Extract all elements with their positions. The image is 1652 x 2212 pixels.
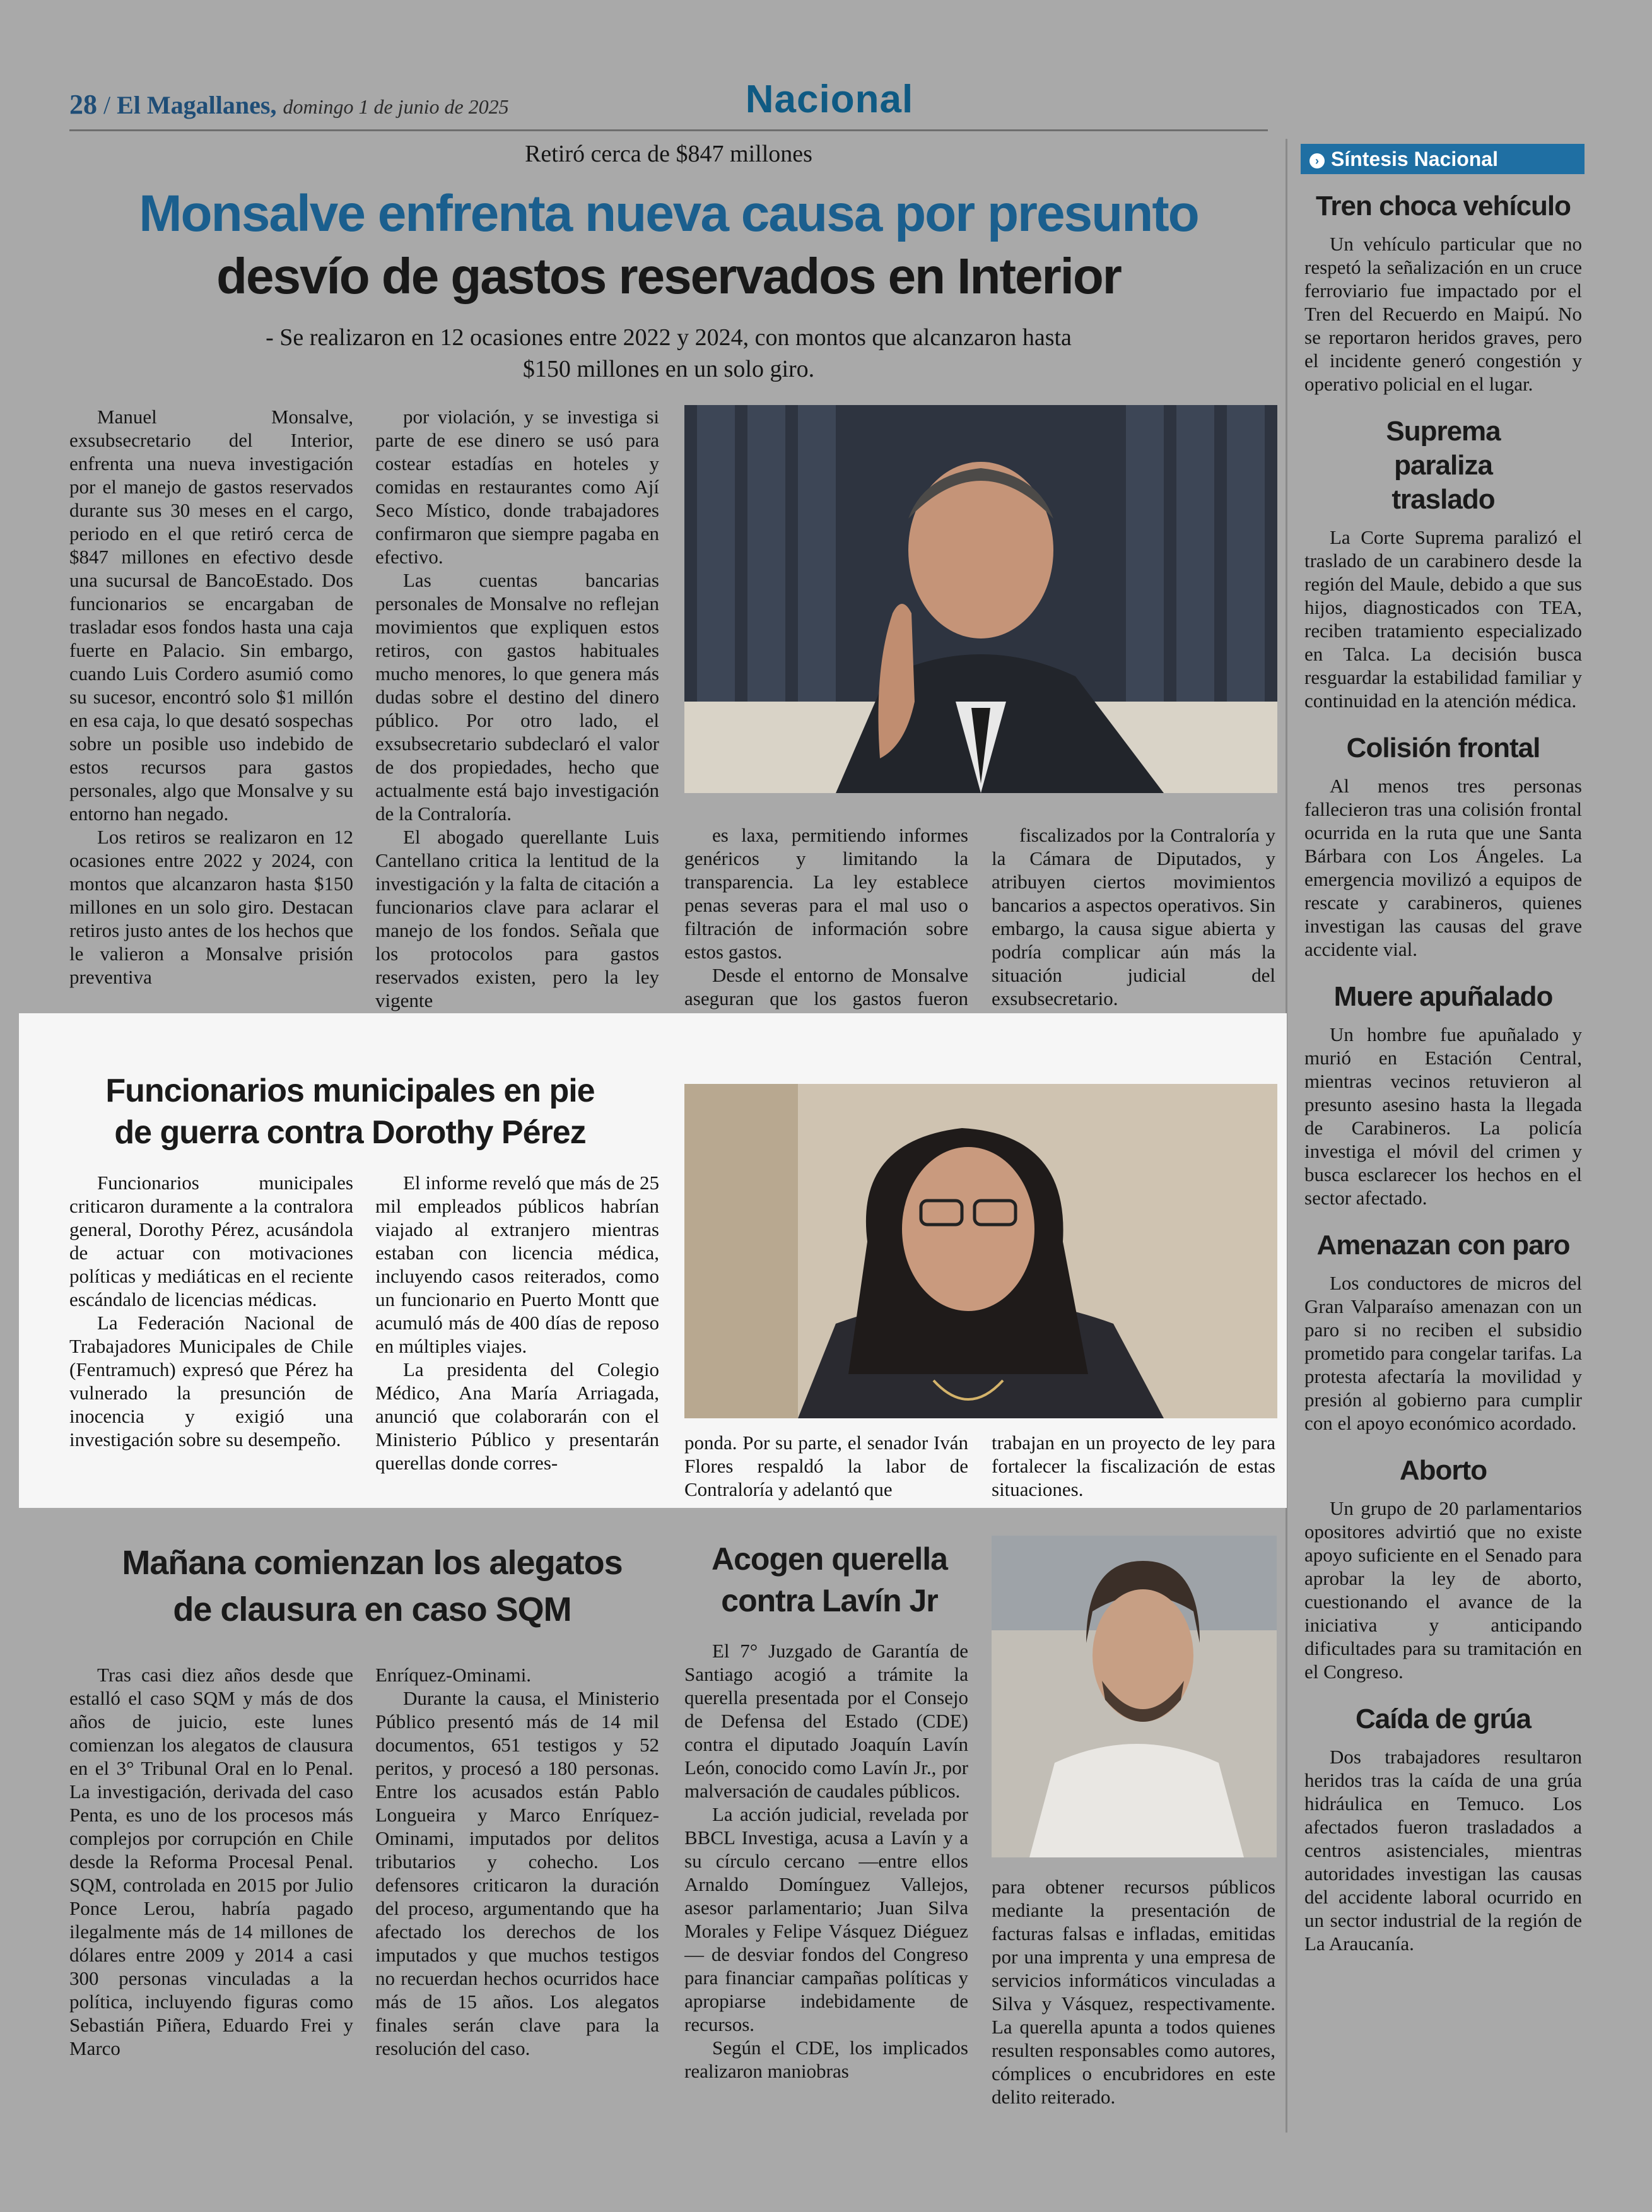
paragraph: para obtener recursos públicos mediante la presentación de facturas falsas e infladas, emitidas por una imprenta y una empresa de servicios informáticos vinculadas a Silva y Vásquez, respectivamente. La querella apunta a todos quienes resulten responsables como autores, cómplices o encubridores en este delito reiterado. xyxy=(992,1876,1275,2108)
article4-title xyxy=(684,1538,975,1621)
sidebar-item-title: Suprema paraliza traslado xyxy=(1386,416,1501,515)
article3-title-line1: Mañana comienzan los alegatos xyxy=(122,1544,623,1582)
article1-column1 xyxy=(69,405,353,1036)
sidebar-item-body: Al menos tres personas fallecieron tras una colisión frontal ocurrida en la ruta que une Santa Bárbara con Los Ángeles. La emergencia movilizó a equipos de rescate y carabineros, quienes investigan las causas del grave accidente vial. xyxy=(1304,775,1582,960)
paragraph: Funcionarios municipales criticaron duramente a la contralora general, Dorothy Pérez, acusándola de actuar con motivaciones políticas y mediáticas en el reciente escándalo de licencias médicas. xyxy=(69,1172,353,1310)
article4-column1 xyxy=(684,1639,968,2131)
sidebar-item-title: Amenazan con paro xyxy=(1316,1230,1570,1261)
article3-title xyxy=(69,1539,675,1633)
sidebar-item-body: Un grupo de 20 parlamentarios opositores advirtió que no existe apoyo suficiente en el Senado para aprobar la ley de aborto, cuestionando el avance de la iniciativa y anticipando dificultades para su tramitación en el Congreso. xyxy=(1304,1497,1582,1683)
article2-title xyxy=(69,1070,631,1153)
page-number: 28 xyxy=(69,89,97,120)
sidebar-item-body: Un vehículo particular que no respetó la señalización en un cruce ferroviario fue impactado por el Tren del Recuerdo en Maipú. No se reportaron heridos graves, pero el incidente generó congestión y operativo policial en el lugar. xyxy=(1304,233,1582,395)
page-header xyxy=(69,88,509,121)
article1-title-line2: desvío de gastos reservados en Interior xyxy=(216,248,1121,304)
sidebar-item-title: Muere apuñalado xyxy=(1333,981,1553,1012)
article1-subtitle: - Se realizaron en 12 ocasiones entre 2022 y 2024, con montos que alcanzaron hasta $150 millones en un solo giro. xyxy=(266,324,1072,382)
article1-column2 xyxy=(375,405,659,1036)
paragraph: El abogado querellante Luis Cantellano critica la lentitud de la investigación y la falta de citación a funcionarios clave para aclarar el manejo de los fondos. Señala que los protocolos para gastos reservados existen, pero la ley vigente xyxy=(375,826,659,1011)
sidebar-item xyxy=(1304,1228,1582,1435)
article3-column2 xyxy=(375,1663,659,2130)
sidebar-header-label: Síntesis Nacional xyxy=(1331,148,1498,170)
paragraph: por violación, y se investiga si parte de ese dinero se usó para costear estadías en hoteles y comidas en restaurantes como Ají Seco Místico, donde trabajadores confirmaron que siempre pagaba en efectivo. xyxy=(375,406,659,568)
sidebar-item xyxy=(1304,980,1582,1209)
sidebar-item-title: Aborto xyxy=(1399,1455,1487,1486)
sidebar-item-body: Los conductores de micros del Gran Valparaíso amenazan con un paro si no reciben el subsidio prometido para congelar tarifas. La protesta afectaría la movilidad y presión al gobierno para cumplir con el apoyo económico acordado. xyxy=(1304,1272,1582,1434)
paragraph: ponda. Por su parte, el senador Iván Flores respaldó la labor de Contraloría y adelantó que xyxy=(684,1432,968,1500)
sidebar-item xyxy=(1304,189,1582,396)
monsalve-photo xyxy=(684,405,1277,793)
article4-title-line2: contra Lavín Jr xyxy=(721,1583,938,1618)
article4-title-line1: Acogen querella xyxy=(712,1541,947,1577)
article2-column2 xyxy=(375,1171,659,1499)
arrow-circle-icon: › xyxy=(1309,153,1325,168)
paragraph: Según el CDE, los implicados realizaron maniobras xyxy=(684,2037,968,2082)
sidebar-header xyxy=(1301,144,1585,174)
paragraph: Enríquez-Ominami. xyxy=(375,1664,532,1686)
sidebar xyxy=(1304,189,1582,1974)
sidebar-item-title: Tren choca vehículo xyxy=(1315,191,1571,221)
article2-column4 xyxy=(992,1431,1275,1500)
paragraph: Tras casi diez años desde que estalló el caso SQM y más de dos años de juicio, este lunes comienzan los alegatos de clausura en el 3° Tribunal Oral en lo Penal. La investigación, derivada del caso Penta, es uno de los procesos más complejos por corrupción en Chile desde la Reforma Procesal Penal. SQM, controlada en 2015 por Julio Ponce Lerou, habría pagado ilegalmente más de 14 millones de dólares entre 2009 y 2014 a casi 300 personas vinculadas a la política, incluyendo figuras como Sebastián Piñera, Eduardo Frei y Marco xyxy=(69,1664,353,2059)
sidebar-item xyxy=(1304,731,1582,961)
dorothy-perez-photo xyxy=(684,1084,1277,1418)
article4-column2 xyxy=(992,1875,1275,2131)
article2-column1 xyxy=(69,1171,353,1499)
article3-column1 xyxy=(69,1663,353,2130)
paragraph: El 7° Juzgado de Garantía de Santiago acogió a trámite la querella presentada por el Consejo de Defensa del Estado (CDE) contra el diputado Joaquín Lavín León, conocido como Lavín Jr., por malversación de caudales públicos. xyxy=(684,1640,968,1802)
section-title: Nacional xyxy=(745,78,914,121)
header-separator: / xyxy=(103,91,111,119)
paragraph: Durante la causa, el Ministerio Público presentó más de 14 mil documentos, 651 testigos y 52 peritos, y procesó a 180 personas. Entre los acusados están Pablo Longueira y Marco Enríquez-Ominami, imputados por delitos tributarios y cohecho. Los defensores criticaron la duración del proceso, argumentando que ha afectado los derechos de los imputados y que muchos testigos no recuerdan hechos ocurridos hace más de 15 años. Los alegatos finales serán clave para la resolución del caso. xyxy=(375,1687,659,2059)
publication-date: domingo 1 de junio de 2025 xyxy=(283,95,509,118)
article2-title-line2: de guerra contra Dorothy Pérez xyxy=(114,1114,586,1151)
article1-kicker: Retiró cerca de $847 millones xyxy=(525,141,812,167)
article2-column3 xyxy=(684,1431,968,1500)
paragraph: es laxa, permitiendo informes genéricos y limitando la transparencia. La ley establece penas severas para el mal uso o filtración de información sobre estos gastos. xyxy=(684,824,968,963)
article1-title-line1: Monsalve enfrenta nueva causa por presunto xyxy=(139,185,1198,242)
sidebar-item xyxy=(1304,1702,1582,1955)
paragraph: fiscalizados por la Contraloría y la Cámara de Diputados, y atribuyen ciertos movimientos bancarios a aspectos operativos. Sin embargo, la causa sigue abierta y podría complicar aún más la situación judicial del exsubsecretario. xyxy=(992,824,1275,1009)
paragraph: Manuel Monsalve, exsubsecretario del Interior, enfrenta una nueva investigación por el manejo de gastos reservados durante sus 30 meses en el cargo, periodo en el que retiró cerca de $847 millones en efectivo desde una sucursal de BancoEstado. Dos funcionarios se encargaban de trasladar esos fondos hasta una caja fuerte en Palacio. Sin embargo, cuando Luis Cordero asumió como su sucesor, encontró solo $1 millón en esa caja, lo que desató sospechas sobre un posible uso indebido de estos recursos para gastos personales, algo que Monsalve y su entorno han negado. xyxy=(69,406,353,825)
paragraph: trabajan en un proyecto de ley para fortalecer la fiscalización de estas situaciones. xyxy=(992,1432,1275,1500)
paragraph: El informe reveló que más de 25 mil empleados públicos habrían viajado al extranjero mientras estaban con licencia médica, incluyendo casos reiterados, como un funcionario en Puerto Montt que acumuló más de 400 días de reposo en múltiples viajes. xyxy=(375,1172,659,1357)
lavin-photo xyxy=(992,1536,1277,1857)
sidebar-item-body: Un hombre fue apuñalado y murió en Estación Central, mientras vecinos retuvieron al presunto asesino hasta la llegada de Carabineros. La policía investiga el móvil del crimen y busca esclarecer los hechos en el sector afectado. xyxy=(1304,1023,1582,1209)
paragraph: La presidenta del Colegio Médico, Ana María Arriagada, anunció que colaborarán con el Ministerio Público y presentarán querellas donde corres- xyxy=(375,1358,659,1474)
article1-column3 xyxy=(684,823,968,1038)
article1-column4 xyxy=(992,823,1275,1038)
sidebar-item-body: La Corte Suprema paralizó el traslado de un carabinero desde la región del Maule, debido a que sus hijos, diagnosticados con TEA, reciben tratamiento especializado en Talca. La decisión busca resguardar la estabilidad familiar y continuidad en la atención médica. xyxy=(1304,526,1582,712)
sidebar-item-title: Caída de grúa xyxy=(1356,1703,1531,1734)
article3-title-line2: de clausura en caso SQM xyxy=(173,1591,571,1628)
sidebar-item xyxy=(1304,415,1582,712)
header-divider xyxy=(69,129,1268,131)
sidebar-item xyxy=(1304,1454,1582,1683)
paragraph: Los retiros se realizaron en 12 ocasiones entre 2022 y 2024, con montos que alcanzaron hasta $150 millones en un solo giro. Destacan retiros justo antes de los hechos que le valieron a Monsalve prisión preventiva xyxy=(69,826,353,988)
paragraph: Desde el entorno de Monsalve aseguran que los gastos fueron xyxy=(684,964,968,1009)
sidebar-item-body: Dos trabajadores resultaron heridos tras la caída de una grúa hidráulica en Temuco. Los afectados fueron trasladados a centros asistenciales, mientras autoridades investigan las causas del accidente laboral ocurrido en un sector industrial de la región de La Araucanía. xyxy=(1304,1746,1582,1955)
paragraph: La acción judicial, revelada por BBCL Investiga, acusa a Lavín y a su círculo cercano —entre ellos Arnaldo Domínguez Vallejos, asesor parlamentario; Juan Silva Morales y Felipe Vásquez Diéguez— de desviar fondos del Congreso para financiar campañas políticas y apropiarse indebidamente de recursos. xyxy=(684,1803,968,2035)
paragraph: Las cuentas bancarias personales de Monsalve no reflejan movimientos que expliquen estos retiros, con gastos habituales mucho menores, lo que genera más dudas sobre el destino del dinero público. Por otro lado, el exsubsecretario subdeclaró el valor de dos propiedades, hecho que actualmente está bajo investigación de la Contraloría. xyxy=(375,569,659,825)
paragraph: La Federación Nacional de Trabajadores Municipales de Chile (Fentramuch) expresó que Pérez ha vulnerado la presunción de inocencia y exigió una investigación sobre su desempeño. xyxy=(69,1312,353,1450)
newspaper-name: El Magallanes, xyxy=(117,91,277,119)
article2-title-line1: Funcionarios municipales en pie xyxy=(105,1073,595,1109)
sidebar-item-title: Colisión frontal xyxy=(1346,732,1540,763)
